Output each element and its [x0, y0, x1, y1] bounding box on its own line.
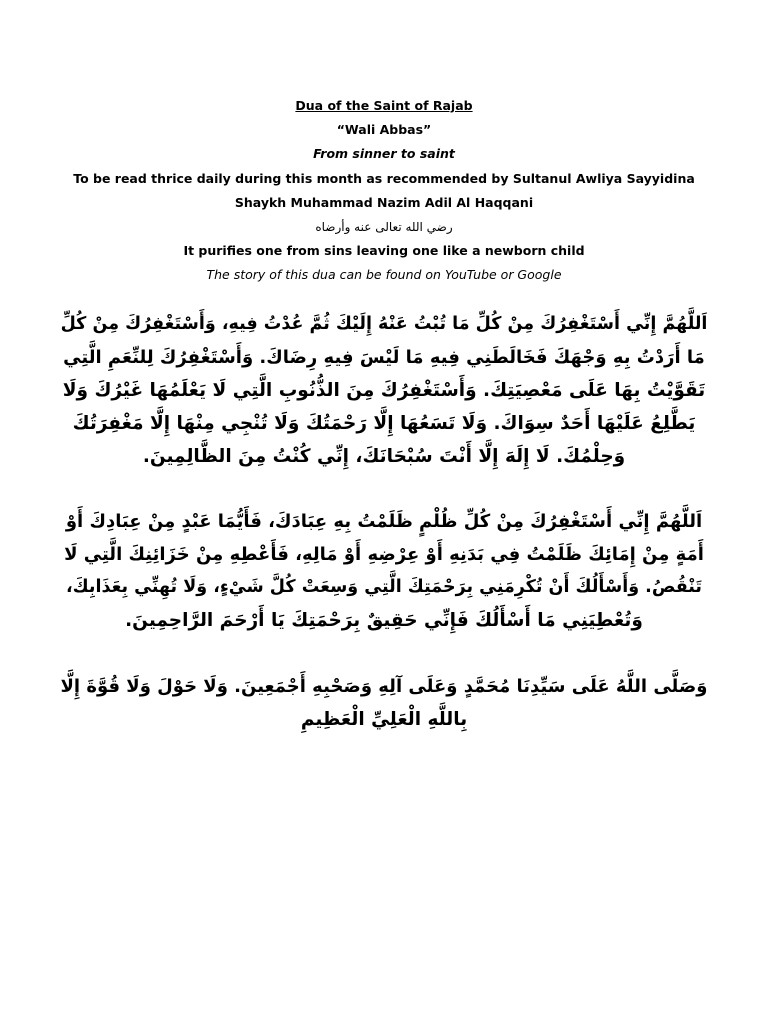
- document-subtitle: “Wali Abbas”: [336, 122, 432, 138]
- dua-line: تَقَوَّيْتُ بِهَا عَلَى مَعْصِيَتِكَ. وَأَسْتَغْفِرُكَ مِنَ الذُّنُوبِ الَّتِي لَا يَعْلَمُهَا غَيْرُكَ وَلَا: [62, 380, 706, 401]
- tagline: From sinner to saint: [313, 146, 455, 162]
- instruction-line-1: To be read thrice daily during this month as recommended by Sultanul Awliya Sayyidina: [73, 170, 695, 186]
- source-note: The story of this dua can be found on YouTube or Google: [206, 267, 562, 283]
- dua-line: وَتُعْطِيَنِي مَا أَسْأَلُكَ فَإِنِّي حَقِيقٌ بِرَحْمَتِكَ يَا أَرْحَمَ الرَّاحِمِينَ.: [125, 610, 643, 631]
- document-header: [40, 94, 728, 288]
- dua-line: وَصَلَّى اللَّهُ عَلَى سَيِّدِنَا مُحَمَّدٍ وَعَلَى آلِهِ وَصَحْبِهِ أَجْمَعِينَ. وَلَا حَوْلَ وَلَا قُوَّةَ إِلَّا: [60, 676, 708, 697]
- dua-line: يَطَّلِعُ عَلَيْهَا أَحَدٌ سِوَاكَ. وَلَا تَسَعُهَا إِلَّا رَحْمَتُكَ وَلَا تُنْجِي مِنْهَا إِلَّا مَغْفِرَتُكَ: [72, 413, 696, 434]
- instruction-line-2: Shaykh Muhammad Nazim Adil Al Haqqani: [234, 194, 534, 210]
- dua-paragraph-1: [58, 308, 710, 473]
- dua-paragraph-2: [58, 505, 710, 637]
- document-title: Dua of the Saint of Rajab: [295, 98, 473, 113]
- dua-line: مَا أَرَدْتُ بِهِ وَجْهَكَ فَخَالَطَنِي فِيهِ مَا لَيْسَ فِيهِ رِضَاكَ. وَأَسْتَغْفِرُكَ لِلنِّعَمِ الَّتِي: [63, 347, 705, 368]
- dua-line: اَللَّهُمَّ إِنِّي أَسْتَغْفِرُكَ مِنْ كُلِّ ظُلْمٍ ظَلَمْتُ بِهِ عِبَادَكَ، فَأَيُّمَا عَبْدٍ مِنْ عِبَادِكَ أَوْ: [65, 511, 703, 532]
- dua-line: تَنْقُصُ. وَأَسْأَلُكَ أَنْ تُكْرِمَنِي بِرَحْمَتِكَ الَّتِي وَسِعَتْ كُلَّ شَيْءٍ، وَلَا تُهِنِّي بِعَذَابِكَ،: [65, 577, 703, 597]
- dua-paragraph-3: [58, 670, 710, 736]
- dua-line: بِاللَّهِ الْعَلِيِّ الْعَظِيمِ: [300, 709, 468, 730]
- dua-line: أَمَةٍ مِنْ إِمَائِكَ ظَلَمْتُ فِي بَدَنِهِ أَوْ عِرْضِهِ أَوْ مَالِهِ، فَأَعْطِهِ مِنْ خَزَائِنِكَ الَّتِي لَا: [64, 544, 704, 565]
- dua-line: اَللَّهُمَّ إِنِّي أَسْتَغْفِرُكَ مِنْ كُلِّ مَا تُبْتُ عَنْهُ إِلَيْكَ ثُمَّ عُدْتُ فِيهِ، وَأَسْتَغْفِرُكَ مِنْ كُلِّ: [60, 314, 708, 334]
- honorific-arabic: رضي الله تعالى عنه وأرضاه: [315, 220, 453, 235]
- benefit-statement: It purifies one from sins leaving one like a newborn child: [183, 243, 585, 259]
- dua-line: وَحِلْمُكَ. لَا إِلَهَ إِلَّا أَنْتَ سُبْحَانَكَ، إِنِّي كُنْتُ مِنَ الظَّالِمِينَ.: [142, 446, 626, 467]
